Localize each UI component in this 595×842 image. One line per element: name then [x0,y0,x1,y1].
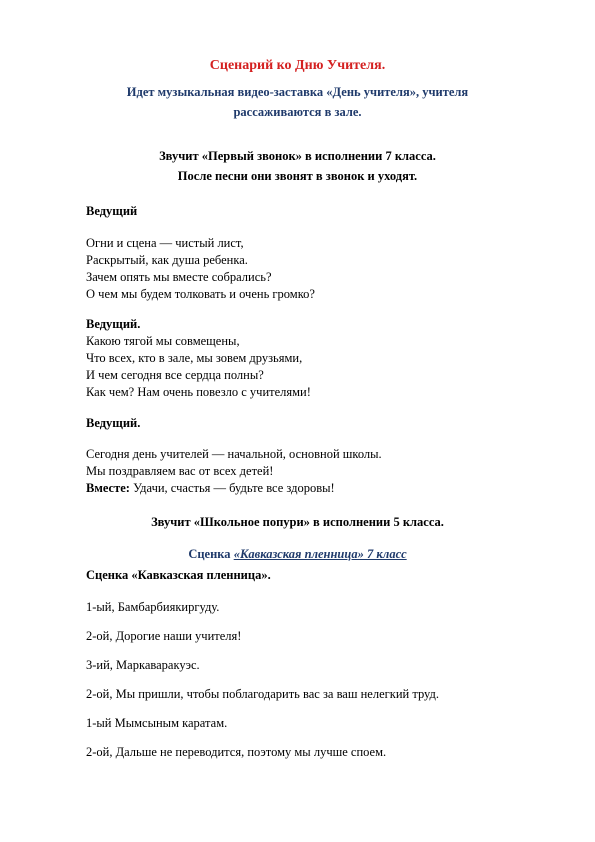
dialogue-line-3: 3-ий, Маркаваракуэс. [86,658,200,672]
dialogue-line-1: 1-ый, Бамбарбиякиргуду. [86,600,220,614]
dialogue-line-2: 2-ой, Дорогие наши учителя! [86,629,242,643]
together-text: Удачи, счастья — будьте все здоровы! [129,481,335,495]
scene-heading-prefix: Сценка [188,547,234,561]
scene-title: Сценка «Кавказская пленница». [86,568,271,582]
song1-line-2: После песни они звонят в звонок и уходят. [177,169,418,183]
host-label-2: Ведущий. [86,317,141,331]
verse1-line-4: О чем мы будем толковать и очень громко? [86,287,315,301]
verse2-line-3: И чем сегодня все сердца полны? [86,368,264,382]
intro-line-1: Идет музыкальная видео-заставка «День учителя», учителя [126,85,469,99]
verse3-line-1: Сегодня день учителей — начальной, основной школы. [86,447,382,461]
scene-heading [0,546,595,562]
together-label: Вместе: [86,481,130,495]
song1-line-1: Звучит «Первый звонок» в исполнении 7 класса. [159,149,436,163]
host-label-1: Ведущий [86,204,138,218]
verse1-line-1: Огни и сцена — чистый лист, [86,236,244,250]
verse1-line-2: Раскрытый, как душа ребенка. [86,253,248,267]
song2-line: Звучит «Школьное попури» в исполнении 5 класса. [151,515,444,529]
verse1-line-3: Зачем опять мы вместе собрались? [86,270,272,284]
dialogue-line-5: 1-ый Мымсыным каратам. [86,716,228,730]
document-title: Сценарий ко Дню Учителя. [209,58,386,73]
verse2-line-1: Какою тягой мы совмещены, [86,334,240,348]
verse3-line-2: Мы поздравляем вас от всех детей! [86,464,274,478]
scene-heading-link[interactable]: «Кавказская пленница» 7 класс [233,547,407,561]
intro-line-2: рассаживаются в зале. [233,105,362,119]
verse2-line-4: Как чем? Нам очень повезло с учителями! [86,385,311,399]
dialogue-line-4: 2-ой, Мы пришли, чтобы поблагодарить вас за ваш нелегкий труд. [86,687,439,701]
host-label-3: Ведущий. [86,416,141,430]
verse2-line-2: Что всех, кто в зале, мы зовем друзьями, [86,351,303,365]
together-line [86,480,335,496]
dialogue-line-6: 2-ой, Дальше не переводится, поэтому мы лучше споем. [86,745,387,759]
